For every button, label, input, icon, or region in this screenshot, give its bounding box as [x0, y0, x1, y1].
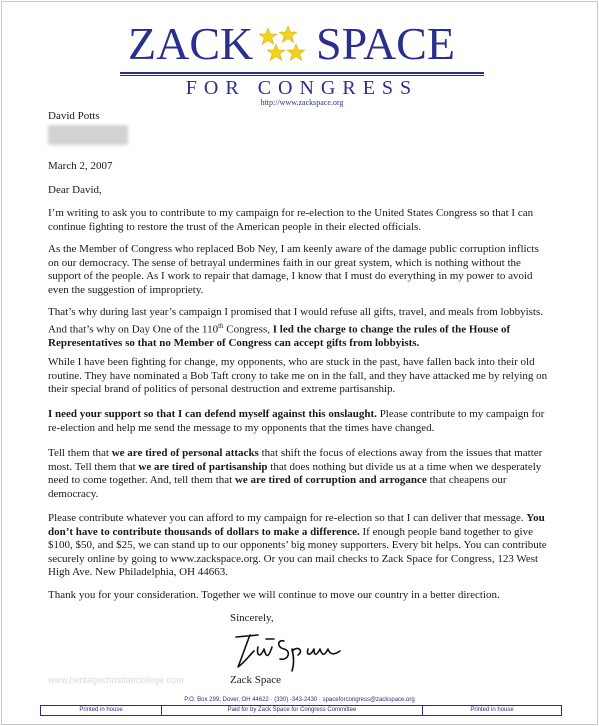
- paragraph-8: [48, 589, 548, 603]
- paragraph-6-bold-3: we are tired of corruption and arrogance: [234, 474, 427, 486]
- handwritten-signature: [228, 627, 348, 675]
- salutation: Dear David,: [48, 184, 102, 196]
- letterhead-rule: [120, 72, 484, 74]
- paragraph-5-bold: I need your support so that I can defend myself against this onslaught.: [48, 408, 377, 420]
- paragraph-7: [48, 512, 548, 580]
- recipient-name: David Potts: [48, 110, 100, 122]
- paragraph-6-text-1: Tell them that: [48, 447, 112, 459]
- paragraph-5: [48, 408, 548, 435]
- paragraph-6-bold-1: we are tired of personal attacks: [111, 447, 259, 459]
- paragraph-7-text-1: Please contribute whatever you can afford to my campaign for re-election so that I can deliver that message.: [48, 512, 527, 524]
- paragraph-3-text-b: Congress,: [223, 323, 273, 336]
- letterhead-url: http://www.zackspace.org: [260, 98, 344, 107]
- stars-icon: [258, 26, 308, 66]
- name-last: SPACE: [316, 18, 455, 69]
- footer-printed-right: Printed in house: [470, 707, 514, 713]
- footer-disclaimer-box: [40, 705, 562, 716]
- paragraph-7-text-2: If enough people band together to give $100, $50, and $25, we can stand up to our opponents’ big money supporters. Every bit helps. You can contribute securely online by going to www.zackspace.org. Or you can mail checks to Zack Space for Congress, 123 West High Ave. New Philadelphia, OH 44663.: [48, 525, 547, 578]
- redacted-address: [48, 125, 128, 145]
- paragraph-4: [48, 356, 548, 397]
- paragraph-3-bold: I led the charge to change the rules of the House of Representatives so that no Member of Congress can accept gifts from lobbyists.: [48, 323, 511, 349]
- paragraph-2: [48, 243, 548, 297]
- paragraph-2-text: As the Member of Congress who replaced Bob Ney, I am keenly aware of the damage public corruption inflicts on our democracy. The sense of betrayal undermines faith in our great system, which is nothing without the support of the people. As I work to repair that damage, I know that I must do everything in my power to avoid even the suggestion of impropriety.: [48, 243, 539, 296]
- paragraph-1-text: I’m writing to ask you to contribute to my campaign for re-election to the United States Congress so that I can continue fighting to restore the trust of the American people in their elected officials.: [48, 207, 534, 233]
- paragraph-5-text: Please contribute to my campaign for re-election and help me send the message to my opponents that the times have changed.: [48, 408, 545, 434]
- paragraph-3-sup: th: [218, 321, 224, 330]
- footer-paid-for: Paid for by Zack Space for Congress Committee: [162, 706, 423, 715]
- paragraph-4-text: While I have been fighting for change, my opponents, who are stuck in the past, have fallen back into their old routine. They have nominated a Bob Taft crony to take me on in the fall, and they have attacked me by relying on their special brand of politics of personal destruction and extreme partisanship.: [48, 356, 548, 395]
- paragraph-6-text-4: that cheapens our democracy.: [48, 474, 507, 500]
- name-first: ZACK: [128, 18, 254, 69]
- paragraph-3: [48, 306, 548, 350]
- paragraph-7-bold: You don’t have to contribute thousands of dollars to make a difference.: [48, 512, 545, 538]
- closing: Sincerely,: [230, 612, 274, 624]
- paragraph-1: [48, 207, 548, 234]
- footer-address: P.O. Box 299, Dover, OH 44622 · (330) -343-2430 · spaceforcongress@zackspace.org: [184, 697, 415, 703]
- signer-name: Zack Space: [230, 674, 281, 686]
- paragraph-6-bold-2: we are tired of partisanship: [138, 460, 268, 473]
- paragraph-6-text-3: that does nothing but divide us at a time when we desperately need to come together. And, tell them that: [48, 460, 542, 486]
- watermark: www.heritagechristiancollege.com: [48, 675, 184, 685]
- footer-printed-left: Printed in house: [41, 706, 162, 715]
- letter-date: March 2, 2007: [48, 160, 113, 172]
- paragraph-3-text: That’s why during last year’s campaign I promised that I would refuse all gifts, travel, and meals from lobbyists. And that’s why on Day One of the 110: [48, 306, 543, 336]
- paragraph-6: [48, 447, 548, 501]
- paragraph-8-text: Thank you for your consideration. Together we will continue to move our country in a better direction.: [48, 589, 500, 601]
- paragraph-6-text-2: that shift the focus of elections away from the issues that matter most. Tell them that: [48, 447, 543, 473]
- letterhead-subtitle: FOR CONGRESS: [185, 77, 419, 99]
